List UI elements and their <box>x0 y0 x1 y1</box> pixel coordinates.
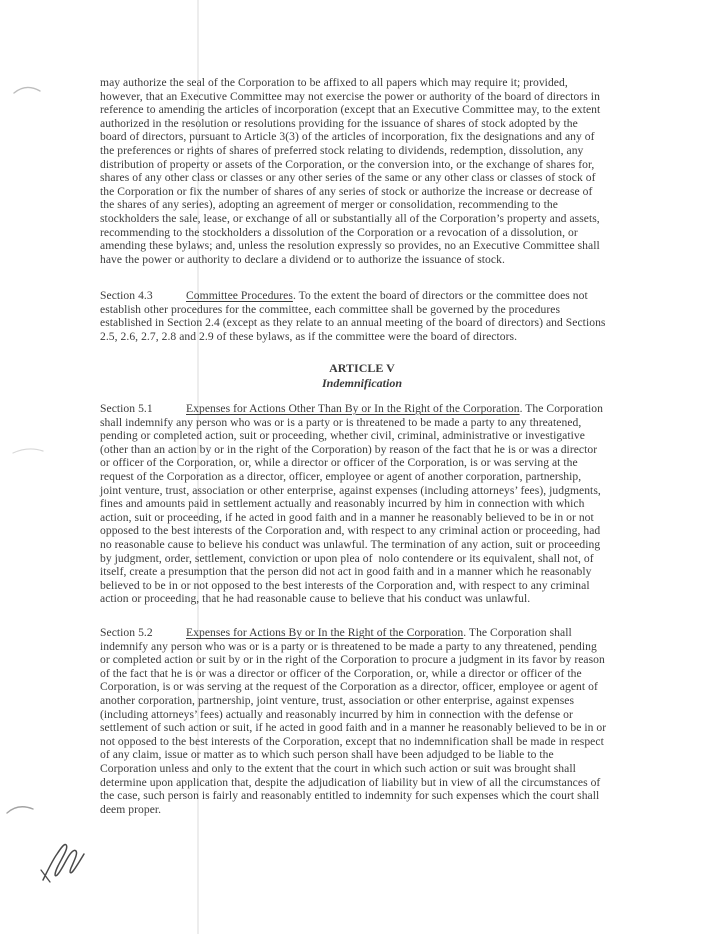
text-line: or completed action or suit by or in the right of the Corporation to procure a judgment in its favor by reason <box>100 653 605 667</box>
text-line: authorized in the resolution or resolutions providing for the issuance of shares of stock adopted by the <box>100 116 578 130</box>
section-4-3 <box>100 289 624 343</box>
text-line: establish other procedures for the committee, each committee shall be governed by the procedures <box>100 302 561 316</box>
text-line: request of the Corporation as a director, officer, employee or agent of another corporation, partnership, <box>100 469 582 483</box>
section-5-2 <box>100 626 624 816</box>
section-5-1 <box>100 402 624 606</box>
text-line: shares of any other class or classes or any other series of the same or any other class or classes of stock of <box>100 171 596 185</box>
handwritten-initials <box>40 828 94 886</box>
text-line: reference to amending the articles of incorporation (except that an Executive Committee may, to the extent <box>100 103 601 117</box>
section-text: . The Corporation <box>519 402 603 415</box>
text-line: by judgment, order, settlement, conviction or upon plea of nolo contendere or its equivalent, shall not, of <box>100 551 594 565</box>
text-line: Corporation, is or was serving at the request of the Corporation as a director, officer, employee or agent of <box>100 680 598 694</box>
text-line: (other than an action by or in the right of the Corporation) by reason of the fact that he is or was a director <box>100 442 598 456</box>
article-title: ARTICLE V <box>329 361 395 375</box>
text-line: however, that an Executive Committee may not exercise the power or authority of the board of directors in <box>100 89 600 103</box>
text-line: another corporation, partnership, joint venture, trust, association or other enterprise, against expenses <box>100 693 575 707</box>
article-5-heading <box>100 361 624 390</box>
text-line: indemnify any person who was or is a party or is threatened to be made a party to any threatened, pending <box>100 639 597 653</box>
text-line: no reasonable cause to believe his conduct was unlawful. The termination of any action, suit or proceeding <box>100 537 601 551</box>
text-line: shall indemnify any person who was or is a party or is threatened to be made a party to any threatened, <box>100 415 582 429</box>
text-line: of any claim, issue or matter as to which such person shall have been adjudged to be liable to the <box>100 748 554 762</box>
scan-arc-middle <box>12 445 44 455</box>
section-label: Section 4.3 <box>100 289 153 302</box>
section-text: . To the extent the board of directors or the committee does not <box>292 289 588 302</box>
section-5-2-first-line <box>100 626 624 640</box>
text-line: may authorize the seal of the Corporation to be affixed to all papers which may require it; provided, <box>100 76 568 89</box>
scan-arc-bottom <box>6 801 34 815</box>
section-text: . The Corporation shall <box>463 626 572 639</box>
section-heading: Expenses for Actions Other Than By or In the Right of the Corporation <box>186 402 520 415</box>
text-line: 2.5, 2.6, 2.7, 2.8 and 2.9 of these bylaws, as if the committee were the board of directors. <box>100 329 518 343</box>
text-line: recommending to the stockholders a dissolution of the Corporation or a revocation of a dissolution, or <box>100 225 578 239</box>
text-line: of the fact that he is or was a director or officer of the Corporation, or, while a director or officer of the <box>100 666 582 680</box>
paragraph-continuation <box>100 76 624 266</box>
text-line: the case, such person is fairly and reasonably entitled to indemnity for such expenses which the court shall <box>100 789 600 803</box>
text-line: opposed to the best interests of the Corporation and, with respect to any criminal action or proceeding, had <box>100 524 601 538</box>
text-line: settlement of such action or suit, if he acted in good faith and in a manner he reasonably believed to be in or <box>100 721 607 735</box>
section-4-3-first-line <box>100 289 624 303</box>
text-line: Corporation unless and only to the extent that the court in which such action or suit was brought shall <box>100 761 576 775</box>
text-line: or officer of the Corporation, or, while a director or officer of the Corporation, is or was serving at the <box>100 456 578 470</box>
text-line: the shares of any series), adopting an agreement of merger or consolidation, recommending to the <box>100 198 558 212</box>
text-line: joint venture, trust, association or other enterprise, against expenses (including attorneys’ fees), judgments, <box>100 483 601 497</box>
text-line: believed to be in or not opposed to the best interests of the Corporation and, with respect to any criminal <box>100 578 590 592</box>
text-line: itself, create a presumption that the person did not act in good faith and in a manner which he reasonably <box>100 565 592 579</box>
text-line: established in Section 2.4 (except as they relate to an annual meeting of the board of directors) and Sections <box>100 316 606 330</box>
text-line: determine upon application that, despite the adjudication of liability but in view of all the circumstances of <box>100 775 601 789</box>
text-line: amending these bylaws; and, unless the resolution expressly so provides, no an Executive Committee shall <box>100 239 600 253</box>
scan-arc-top <box>13 82 41 96</box>
article-subtitle: Indemnification <box>321 375 402 390</box>
text-line: action, suit or proceeding, if he acted in good faith and in a manner he reasonably believed to be in or not <box>100 510 594 524</box>
text-line: not opposed to the best interests of the Corporation, except that no indemnification shall be made in respect <box>100 734 604 748</box>
text-line: distribution of property or assets of the Corporation, or the conversion into, or the exchange of shares for, <box>100 157 595 171</box>
section-label: Section 5.1 <box>100 402 153 415</box>
text-line: stockholders the sale, lease, or exchange of all or substantially all of the Corporation’s property and assets, <box>100 211 600 225</box>
text-line: fines and amounts paid in settlement actually and reasonably incurred by him in connection with which <box>100 497 585 511</box>
text-line: (including attorneys’ fees) actually and reasonably incurred by him in connection with the defense or <box>100 707 573 721</box>
section-5-1-first-line <box>100 402 624 416</box>
section-heading: Committee Procedures <box>186 289 293 302</box>
text-line: pending or completed action, suit or proceeding, whether civil, criminal, administrative or investigative <box>100 429 585 443</box>
text-line: the Corporation or fix the number of shares of any series of stock or authorize the increase or decrease of <box>100 184 593 198</box>
text-line: deem proper. <box>100 802 162 816</box>
text-line: action or proceeding, that he had reasonable cause to believe that his conduct was unlawful. <box>100 592 531 606</box>
section-label: Section 5.2 <box>100 626 153 639</box>
text-line: the preferences or rights of shares of preferred stock relating to dividends, redemption, dissolution, any <box>100 143 584 157</box>
text-line: have the power or authority to declare a dividend or to authorize the issuance of stock. <box>100 252 505 266</box>
text-line: board of directors, pursuant to Article 3(3) of the articles of incorporation, fix the designations and any of <box>100 130 595 144</box>
section-heading: Expenses for Actions By or In the Right of the Corporation <box>186 626 464 639</box>
